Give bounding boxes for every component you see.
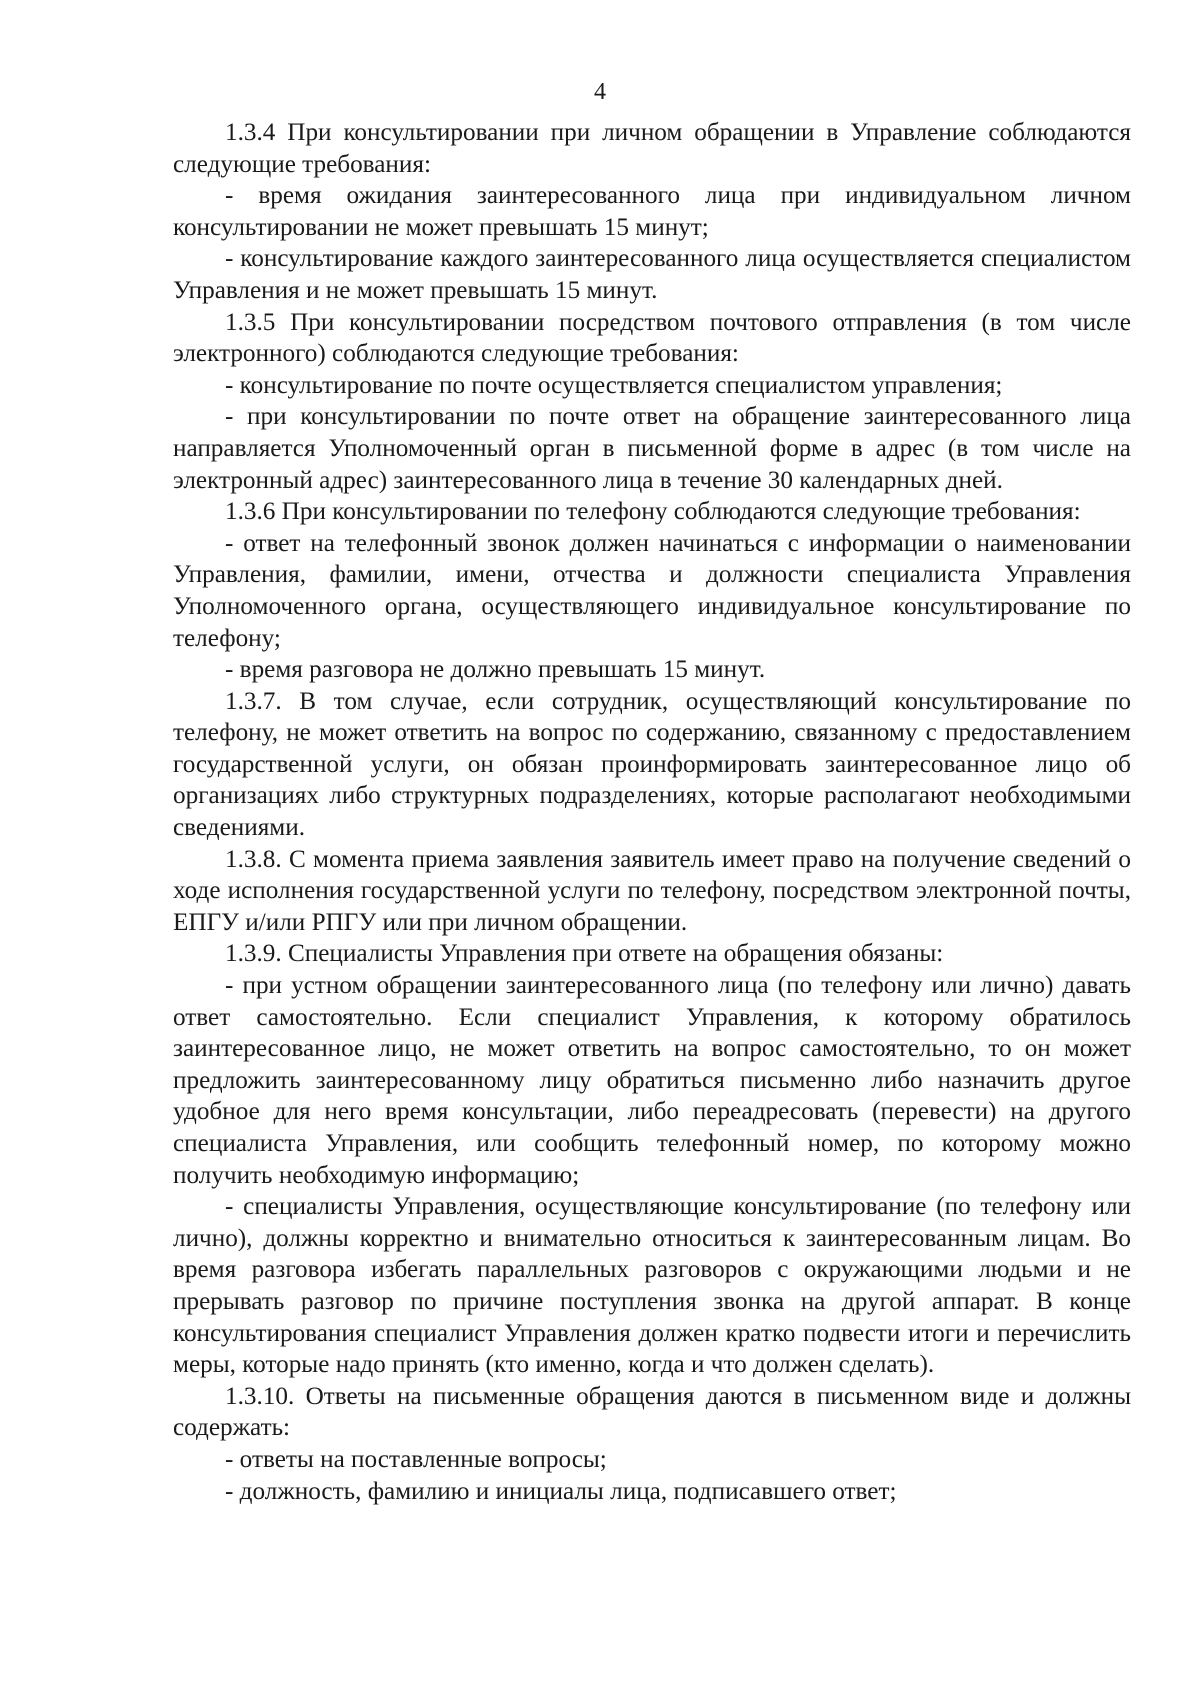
page-number: 4 — [594, 79, 606, 105]
list-item-signatory: - должность, фамилию и инициалы лица, подписавшего ответ; — [225, 1477, 897, 1505]
list-item-answers: - ответы на поставленные вопросы; — [225, 1445, 607, 1473]
list-item-mail-response: - при консультировании по почте ответ на обращение заинтересованного лица направляется Уполномоченный орган в письменной форме в адрес (в том числе на электронный адрес) заинтересованного лица в течение 30 календарных дней. — [173, 403, 1131, 494]
list-item-oral-request: - при устном обращении заинтересованного лица (по телефону или лично) давать ответ самостоятельно. Если специалист Управления, к которому обратилось заинтересованное лицо, не может ответить на вопрос самостоятельно, то он может предложить заинтересованному лицу обратиться письменно либо назначить другое удобное для него время консультации, либо переадресовать (перевести) на другого специалиста Управления, или сообщить телефонный номер, по которому можно получить необходимую информацию; — [173, 972, 1131, 1189]
paragraph-1-3-6: 1.3.6 При консультировании по телефону соблюдаются следующие требования: — [225, 498, 1081, 526]
list-item-consulting-time: - консультирование каждого заинтересованного лица осуществляется специалистом Управления и не может превышать 15 минут. — [173, 245, 1131, 304]
paragraph-1-3-5: 1.3.5 При консультировании посредством почтового отправления (в том числе электронного) соблюдаются следующие требования: — [173, 308, 1131, 368]
list-item-phone-greeting: - ответ на телефонный звонок должен начинаться с информации о наименовании Управления, фамилии, имени, отчества и должности специалиста Управления Уполномоченного органа, осуществляющего индивидуальное консультирование по телефону; — [173, 529, 1131, 652]
paragraph-1-3-10: 1.3.10. Ответы на письменные обращения даются в письменном виде и должны содержать: — [173, 1382, 1131, 1442]
paragraph-1-3-8: 1.3.8. С момента приема заявления заявитель имеет право на получение сведений о ходе исполнения государственной услуги по телефону, посредством электронной почты, ЕПГУ и/или РПГУ или при личном обращении. — [173, 845, 1131, 936]
list-item-mail-consulting: - консультирование по почте осуществляется специалистом управления; — [225, 371, 1003, 399]
paragraph-1-3-7: 1.3.7. В том случае, если сотрудник, осуществляющий консультирование по телефону, не может ответить на вопрос по содержанию, связанному с предоставлением государственной услуги, он обязан проинформировать заинтересованное лицо об организациях либо структурных подразделениях, которые располагают необходимыми сведениями. — [173, 687, 1131, 842]
list-item-waiting-time: - время ожидания заинтересованного лица при индивидуальном личном консультировании не может превышать 15 минут; — [173, 182, 1131, 241]
list-item-specialist-conduct: - специалисты Управления, осуществляющие консультирование (по телефону или лично), должны корректно и внимательно относиться к заинтересованным лицам. Во время разговора избегать параллельных разговоров с окружающими людьми и не прерывать разговор по причине поступления звонка на другой аппарат. В конце консультирования специалист Управления должен кратко подвести итоги и перечислить меры, которые надо принять (кто именно, когда и что должен сделать). — [173, 1193, 1131, 1379]
paragraph-1-3-9: 1.3.9. Специалисты Управления при ответе на обращения обязаны: — [225, 940, 944, 968]
list-item-call-duration: - время разговора не должно превышать 15 минут. — [225, 656, 766, 684]
document-body — [173, 117, 1131, 1507]
paragraph-1-3-4: 1.3.4 При консультировании при личном обращении в Управление соблюдаются следующие требования: — [173, 119, 1131, 178]
